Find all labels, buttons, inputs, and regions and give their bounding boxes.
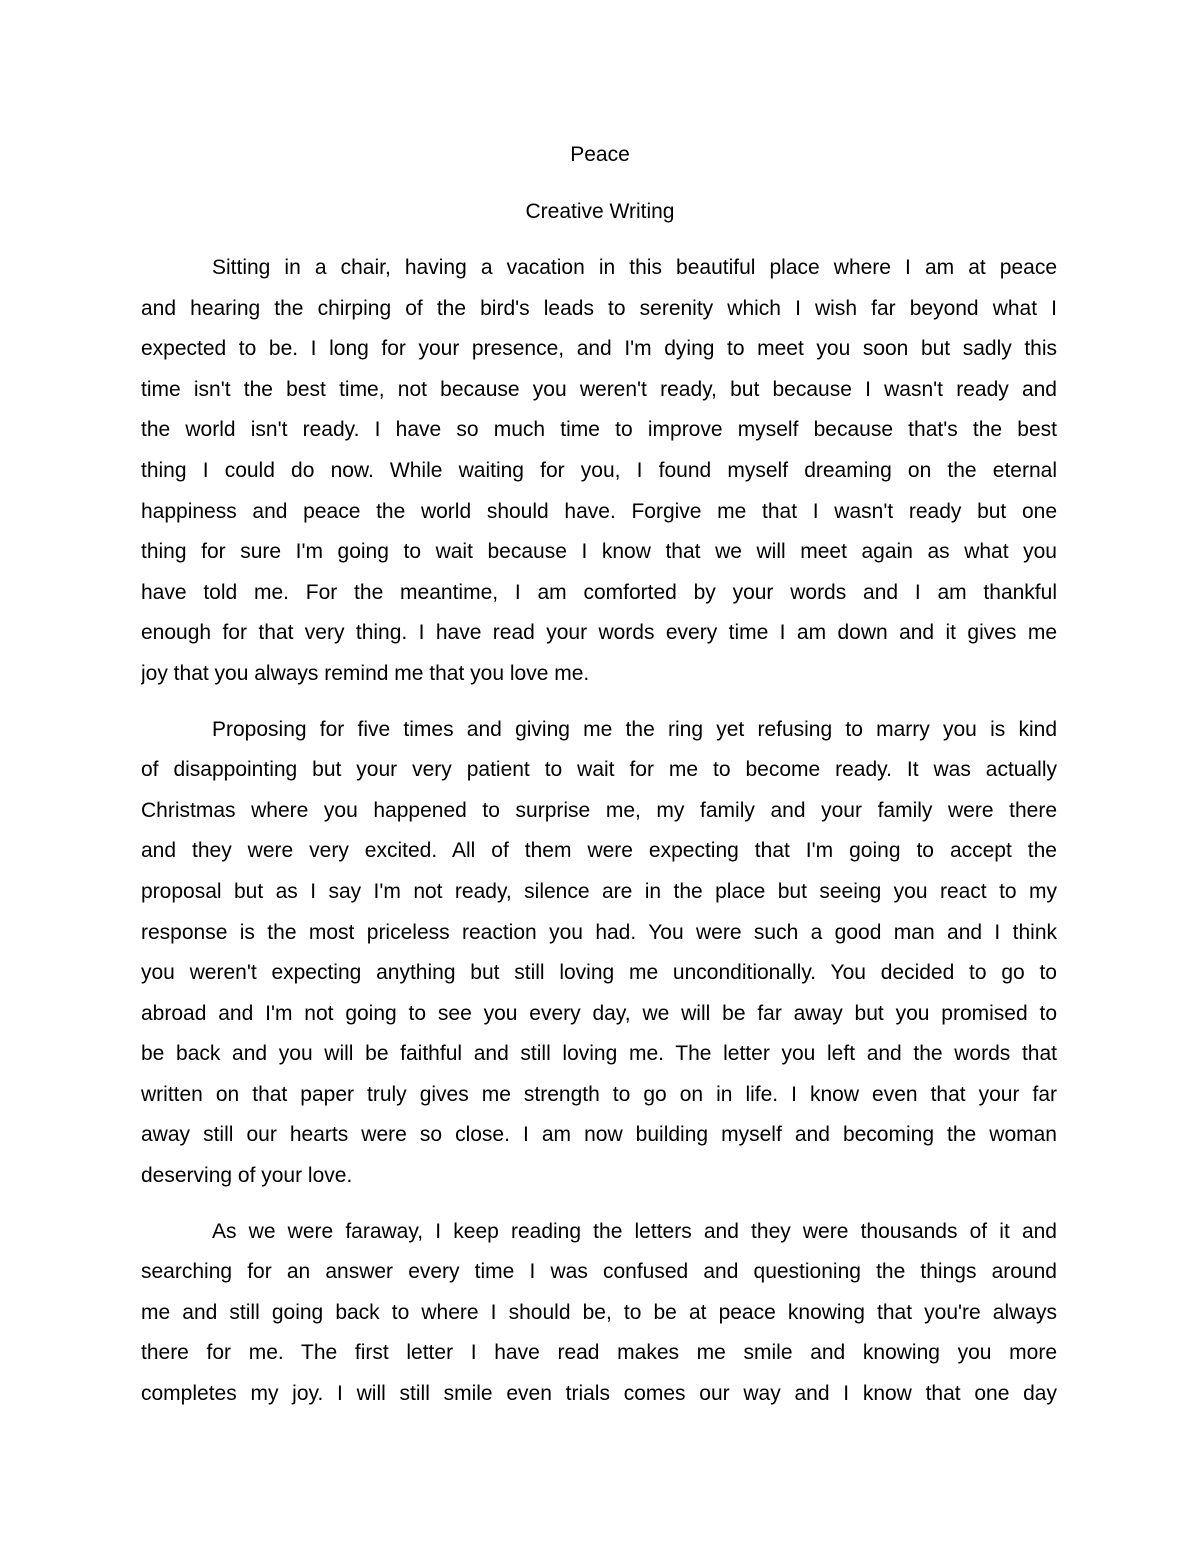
paragraph-line: be back and you will be faithful and still loving me. The letter you left and the words that [141,1042,1057,1066]
paragraph-line: enough for that very thing. I have read your words every time I am down and it gives me [141,621,1057,645]
paragraph-line: Sitting in a chair, having a vacation in this beautiful place where I am at peace [212,256,1057,279]
paragraph-line: Proposing for five times and giving me the ring yet refusing to marry you is kind [212,717,1057,741]
paragraph-line: you weren't expecting anything but still loving me unconditionally. You decided to go to [141,961,1057,985]
paragraph [141,715,1057,1202]
paragraph-line: the world isn't ready. I have so much time to improve myself because that's the best [141,418,1057,442]
paragraph [141,253,1057,700]
paragraph-line: deserving of your love. [141,1164,353,1188]
paragraph-line: written on that paper truly gives me strength to go on in life. I know even that your far [141,1082,1057,1106]
paragraph-line: As we were faraway, I keep reading the letters and they were thousands of it and [212,1219,1057,1243]
paragraph-line: me and still going back to where I should be, to be at peace knowing that you're always [141,1300,1057,1324]
document-title: Peace [570,143,630,166]
paragraph-line: thing I could do now. While waiting for you, I found myself dreaming on the eternal [141,458,1057,482]
paragraph-line: and hearing the chirping of the bird's leads to serenity which I wish far beyond what I [141,296,1057,320]
document-body [141,253,1057,1435]
paragraph-line: abroad and I'm not going to see you every day, we will be far away but you promised to [141,1001,1057,1025]
paragraph-line: searching for an answer every time I was confused and questioning the things around [141,1260,1057,1284]
paragraph-line: Christmas where you happened to surprise me, my family and your family were there [141,798,1057,822]
paragraph-line: happiness and peace the world should have. Forgive me that I wasn't ready but one [141,499,1057,523]
paragraph-line: thing for sure I'm going to wait because I know that we will meet again as what you [141,540,1057,564]
paragraph [141,1217,1057,1420]
paragraph-line: time isn't the best time, not because you weren't ready, but because I wasn't ready and [141,377,1057,401]
document-subtitle: Creative Writing [525,200,675,223]
paragraph-line: have told me. For the meantime, I am comforted by your words and I am thankful [141,580,1057,604]
paragraph-line: joy that you always remind me that you love me. [141,661,590,685]
paragraph-line: and they were very excited. All of them were expecting that I'm going to accept the [141,839,1057,863]
paragraph-line: response is the most priceless reaction you had. You were such a good man and I think [141,920,1057,944]
paragraph-line: of disappointing but your very patient to wait for me to become ready. It was actually [141,758,1057,782]
paragraph-line: away still our hearts were so close. I am now building myself and becoming the woman [141,1123,1057,1147]
paragraph-line: there for me. The first letter I have read makes me smile and knowing you more [141,1341,1057,1365]
paragraph-line: completes my joy. I will still smile even trials comes our way and I know that one day [141,1382,1057,1406]
paragraph-line: expected to be. I long for your presence, and I'm dying to meet you soon but sadly this [141,337,1057,361]
paragraph-line: proposal but as I say I'm not ready, silence are in the place but seeing you react to my [141,879,1057,903]
